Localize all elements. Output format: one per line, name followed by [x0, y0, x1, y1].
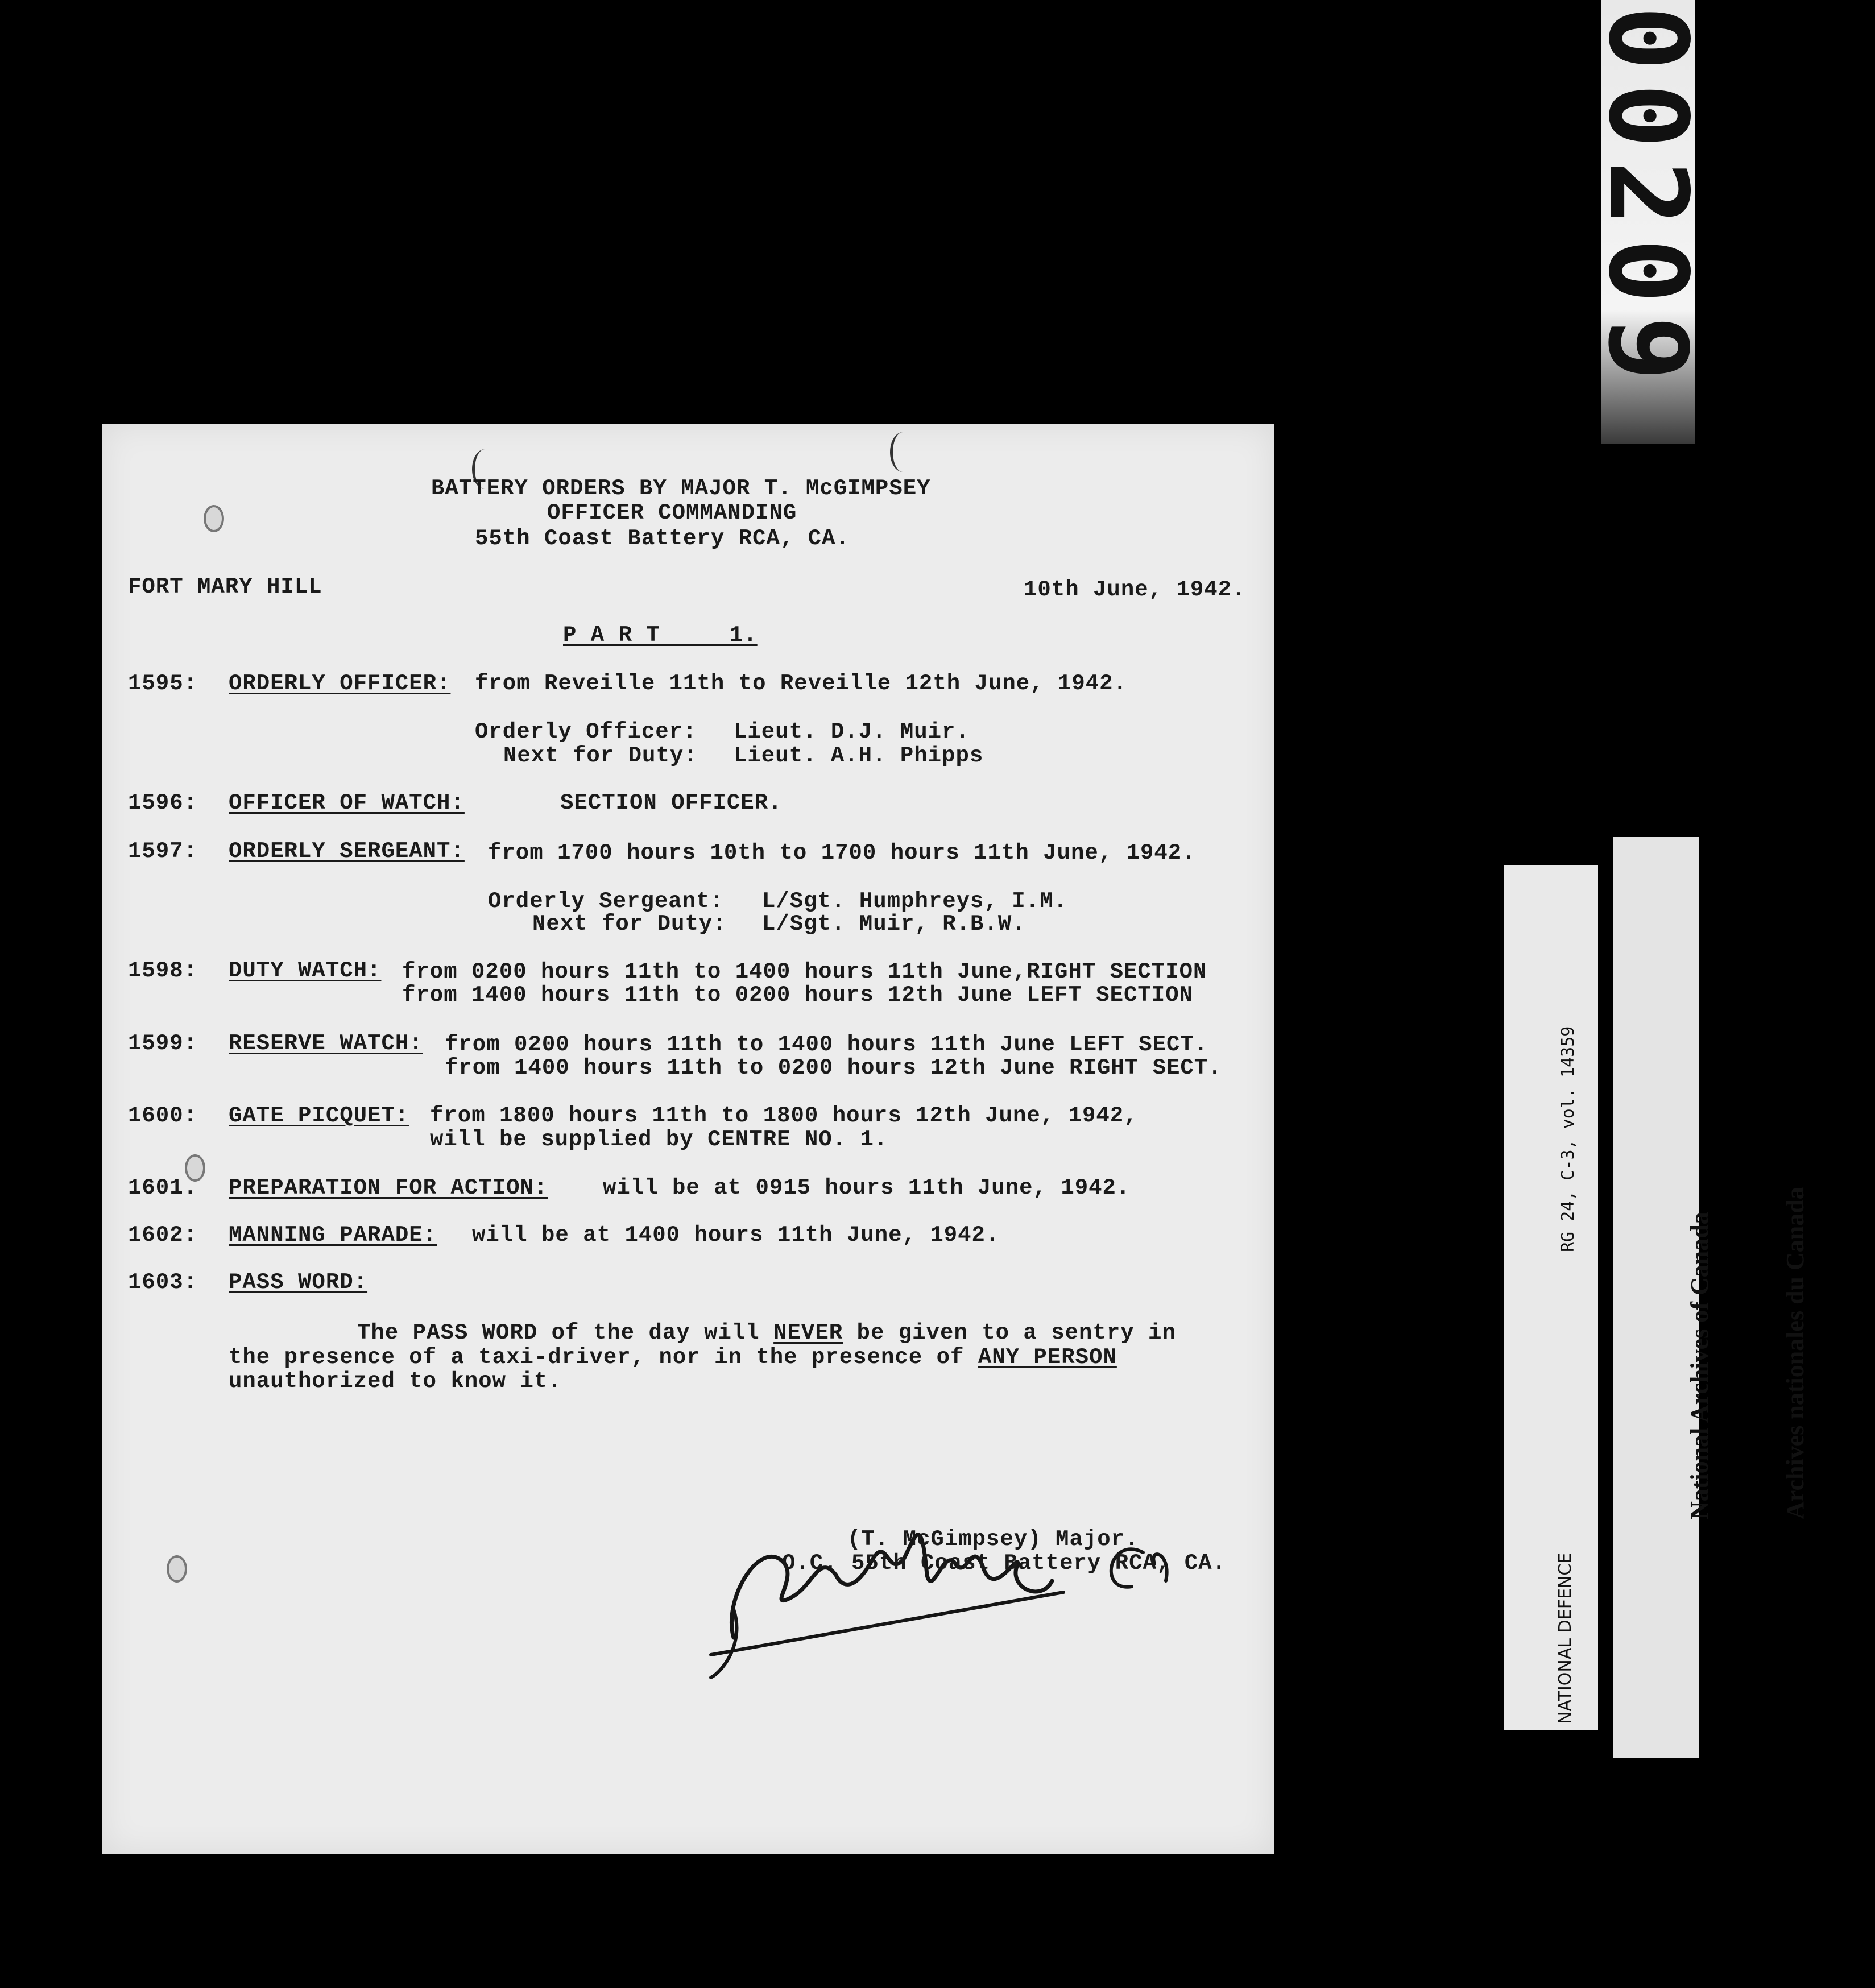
order-text: will be at 1400 hours 11th June, 1942. — [472, 1223, 1000, 1248]
signature-annotation: Capt — [1154, 1611, 1169, 1617]
next-duty-label: Next for Duty: — [532, 912, 727, 937]
order-title: GATE PICQUET: — [229, 1103, 409, 1128]
orderly-officer-value: Lieut. D.J. Muir. — [734, 719, 970, 744]
orderly-sergeant-label: Orderly Sergeant: — [488, 889, 724, 914]
order-number: 1598: — [128, 958, 198, 983]
order-number: 1601. — [128, 1175, 198, 1200]
order-title: ORDERLY SERGEANT: — [229, 839, 465, 864]
order-text-line2: from 1400 hours 11th to 0200 hours 12th June LEFT SECTION — [402, 983, 1194, 1008]
order-text: from 0200 hours 11th to 1400 hours 11th June,RIGHT SECTION — [402, 959, 1207, 984]
part-heading: P A R T 1. — [563, 623, 758, 648]
date: 10th June, 1942. — [1024, 577, 1246, 602]
order-number: 1603: — [128, 1270, 198, 1295]
location: FORT MARY HILL — [128, 574, 322, 599]
next-duty-value: Lieut. A.H. Phipps — [734, 743, 984, 768]
order-text: from 1800 hours 11th to 1800 hours 12th June, 1942, — [430, 1103, 1138, 1128]
order-number: 1600: — [128, 1103, 198, 1128]
order-number: 1595: — [128, 671, 198, 696]
order-text: from 0200 hours 11th to 1400 hours 11th June LEFT SECT. — [445, 1032, 1208, 1057]
department-line1: NATIONAL DEFENCE — [1555, 1552, 1575, 1724]
signature-name: (T. McGimpsey) Major. — [847, 1527, 1139, 1552]
archives-name-english: National Archives of Canada — [1686, 1212, 1713, 1519]
header-line-3: 55th Coast Battery RCA, CA. — [475, 526, 850, 551]
pass-word-text: the presence of a taxi-driver, nor in the presence of — [229, 1345, 978, 1370]
signature-title: O.C. 55th Coast Battery RCA, CA. — [782, 1551, 1226, 1576]
punch-hole — [204, 505, 224, 532]
orderly-sergeant-value: L/Sgt. Humphreys, I.M. — [762, 889, 1067, 914]
order-title: ORDERLY OFFICER: — [229, 671, 451, 696]
header-line-1: BATTERY ORDERS BY MAJOR T. McGIMPSEY — [431, 476, 931, 501]
order-number: 1597: — [128, 839, 198, 864]
archive-reference-line1: RG 24, C-3, vol. 14359 — [1558, 1026, 1578, 1252]
order-text: SECTION OFFICER. — [560, 790, 783, 815]
order-text-line2: from 1400 hours 11th to 0200 hours 12th June RIGHT SECT. — [445, 1055, 1222, 1080]
orderly-officer-label: Orderly Officer: — [475, 719, 697, 744]
document-page — [102, 424, 1274, 1854]
microfilm-reel-label — [1585, 0, 1711, 444]
order-title: RESERVE WATCH: — [229, 1031, 423, 1056]
any-person-emphasis: ANY PERSON — [978, 1345, 1117, 1370]
never-emphasis: NEVER — [773, 1320, 843, 1345]
pass-word-paragraph-line1 — [357, 1320, 1176, 1345]
order-title: OFFICER OF WATCH: — [229, 790, 465, 815]
order-title: PASS WORD: — [229, 1270, 368, 1295]
pass-word-paragraph-line3: unauthorized to know it. — [229, 1369, 562, 1394]
order-number: 1602: — [128, 1223, 198, 1248]
national-archives-label — [1613, 837, 1809, 1758]
next-duty-label: Next for Duty: — [503, 743, 698, 768]
order-title: PREPARATION FOR ACTION: — [229, 1175, 548, 1200]
order-number: 1596: — [128, 790, 198, 815]
archive-reference-label — [1504, 865, 1598, 1730]
order-text: from Reveille 11th to Reveille 12th June, 1942. — [475, 671, 1127, 696]
punch-hole — [167, 1555, 187, 1583]
pass-word-text: The PASS WORD of the day will — [357, 1320, 774, 1345]
order-title: DUTY WATCH: — [229, 958, 382, 983]
order-title: MANNING PARADE: — [229, 1223, 437, 1248]
pass-word-paragraph-line2 — [229, 1345, 1117, 1370]
order-number: 1599: — [128, 1031, 198, 1056]
order-text: will be at 0915 hours 11th June, 1942. — [603, 1175, 1131, 1200]
archives-name-french: Archives nationales du Canada — [1781, 1187, 1809, 1519]
order-text-line2: will be supplied by CENTRE NO. 1. — [430, 1127, 888, 1152]
staple-tear — [890, 432, 916, 472]
order-text: from 1700 hours 10th to 1700 hours 11th June, 1942. — [488, 840, 1196, 865]
reel-number: 00209 — [1585, 6, 1711, 394]
header-line-2: OFFICER COMMANDING — [547, 500, 797, 525]
next-duty-value: L/Sgt. Muir, R.B.W. — [762, 912, 1026, 937]
pass-word-text: be given to a sentry in — [843, 1320, 1176, 1345]
